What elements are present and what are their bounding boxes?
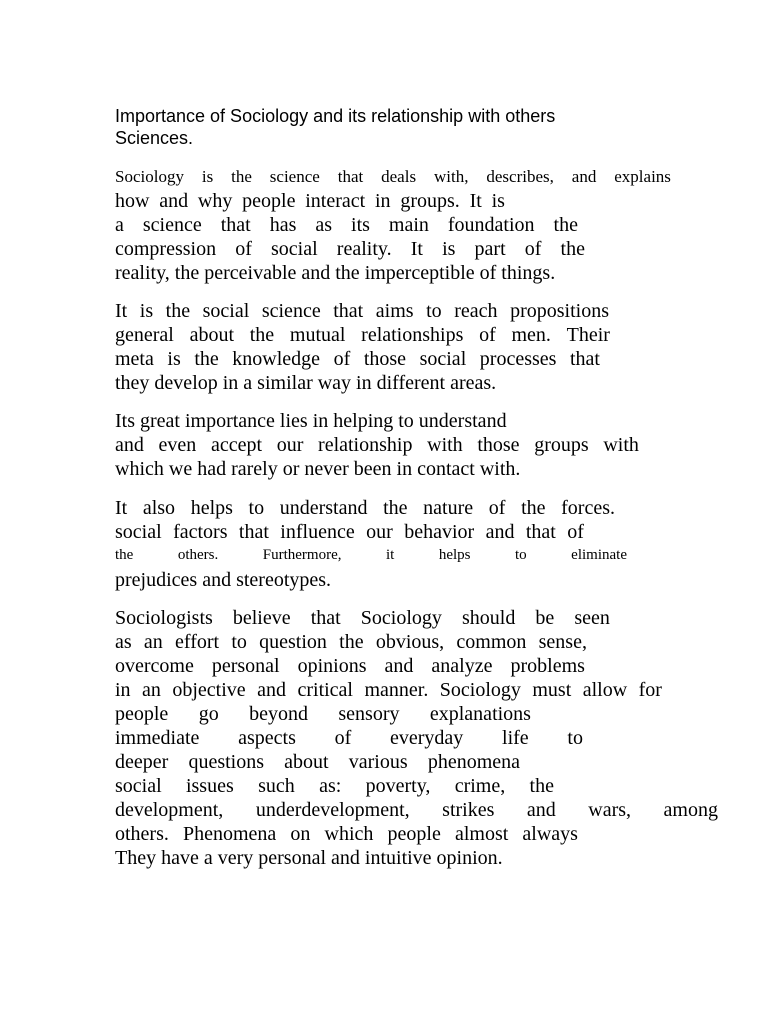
paragraph-5-line-6: immediate aspects of everyday life to bbox=[115, 727, 583, 749]
paragraph-3-line-3: which we had rarely or never been in contact with. bbox=[115, 458, 521, 480]
paragraph-5-line-4: in an objective and critical manner. Sociology must allow for bbox=[115, 679, 662, 701]
paragraph-5-line-5: people go beyond sensory explanations bbox=[115, 703, 531, 725]
paragraph-4-line-3: the others. Furthermore, it helps to eliminate bbox=[115, 547, 627, 563]
paragraph-5-line-7: deeper questions about various phenomena bbox=[115, 751, 520, 773]
paragraph-2-line-3: meta is the knowledge of those social processes that bbox=[115, 348, 600, 370]
paragraph-1-line-1: Sociology is the science that deals with, describes, and explains bbox=[115, 167, 671, 186]
paragraph-5-line-1: Sociologists believe that Sociology should be seen bbox=[115, 607, 610, 629]
paragraph-5-line-11: They have a very personal and intuitive opinion. bbox=[115, 847, 503, 869]
paragraph-4-line-4: prejudices and stereotypes. bbox=[115, 569, 332, 591]
document-title bbox=[115, 105, 675, 149]
paragraph-5-line-8: social issues such as: poverty, crime, the bbox=[115, 775, 554, 797]
paragraph-5-line-10: others. Phenomena on which people almost always bbox=[115, 823, 578, 845]
paragraph-2-line-1: It is the social science that aims to reach propositions bbox=[115, 300, 609, 322]
paragraph-2-line-4: they develop in a similar way in different areas. bbox=[115, 372, 497, 394]
paragraph-3-line-1: Its great importance lies in helping to understand bbox=[115, 410, 507, 432]
paragraph-1-line-3: a science that has as its main foundation the bbox=[115, 214, 578, 236]
paragraph-5-line-2: as an effort to question the obvious, common sense, bbox=[115, 631, 587, 653]
paragraph-4-line-2: social factors that influence our behavior and that of bbox=[115, 521, 584, 543]
paragraph-3-line-2: and even accept our relationship with those groups with bbox=[115, 434, 639, 456]
paragraph-1-line-2: how and why people interact in groups. It is bbox=[115, 190, 505, 212]
paragraph-4-line-1: It also helps to understand the nature of the forces. bbox=[115, 497, 615, 519]
paragraph-1-line-5: reality, the perceivable and the imperceptible of things. bbox=[115, 262, 556, 284]
title-line: Importance of Sociology and its relationship with others bbox=[115, 106, 556, 126]
paragraph-5-line-9: development, underdevelopment, strikes and wars, among bbox=[115, 799, 718, 821]
paragraph-5-line-3: overcome personal opinions and analyze problems bbox=[115, 655, 585, 677]
paragraph-1-line-4: compression of social reality. It is part of the bbox=[115, 238, 585, 260]
paragraph-2-line-2: general about the mutual relationships of men. Their bbox=[115, 324, 610, 346]
title-line: Sciences. bbox=[115, 128, 194, 148]
